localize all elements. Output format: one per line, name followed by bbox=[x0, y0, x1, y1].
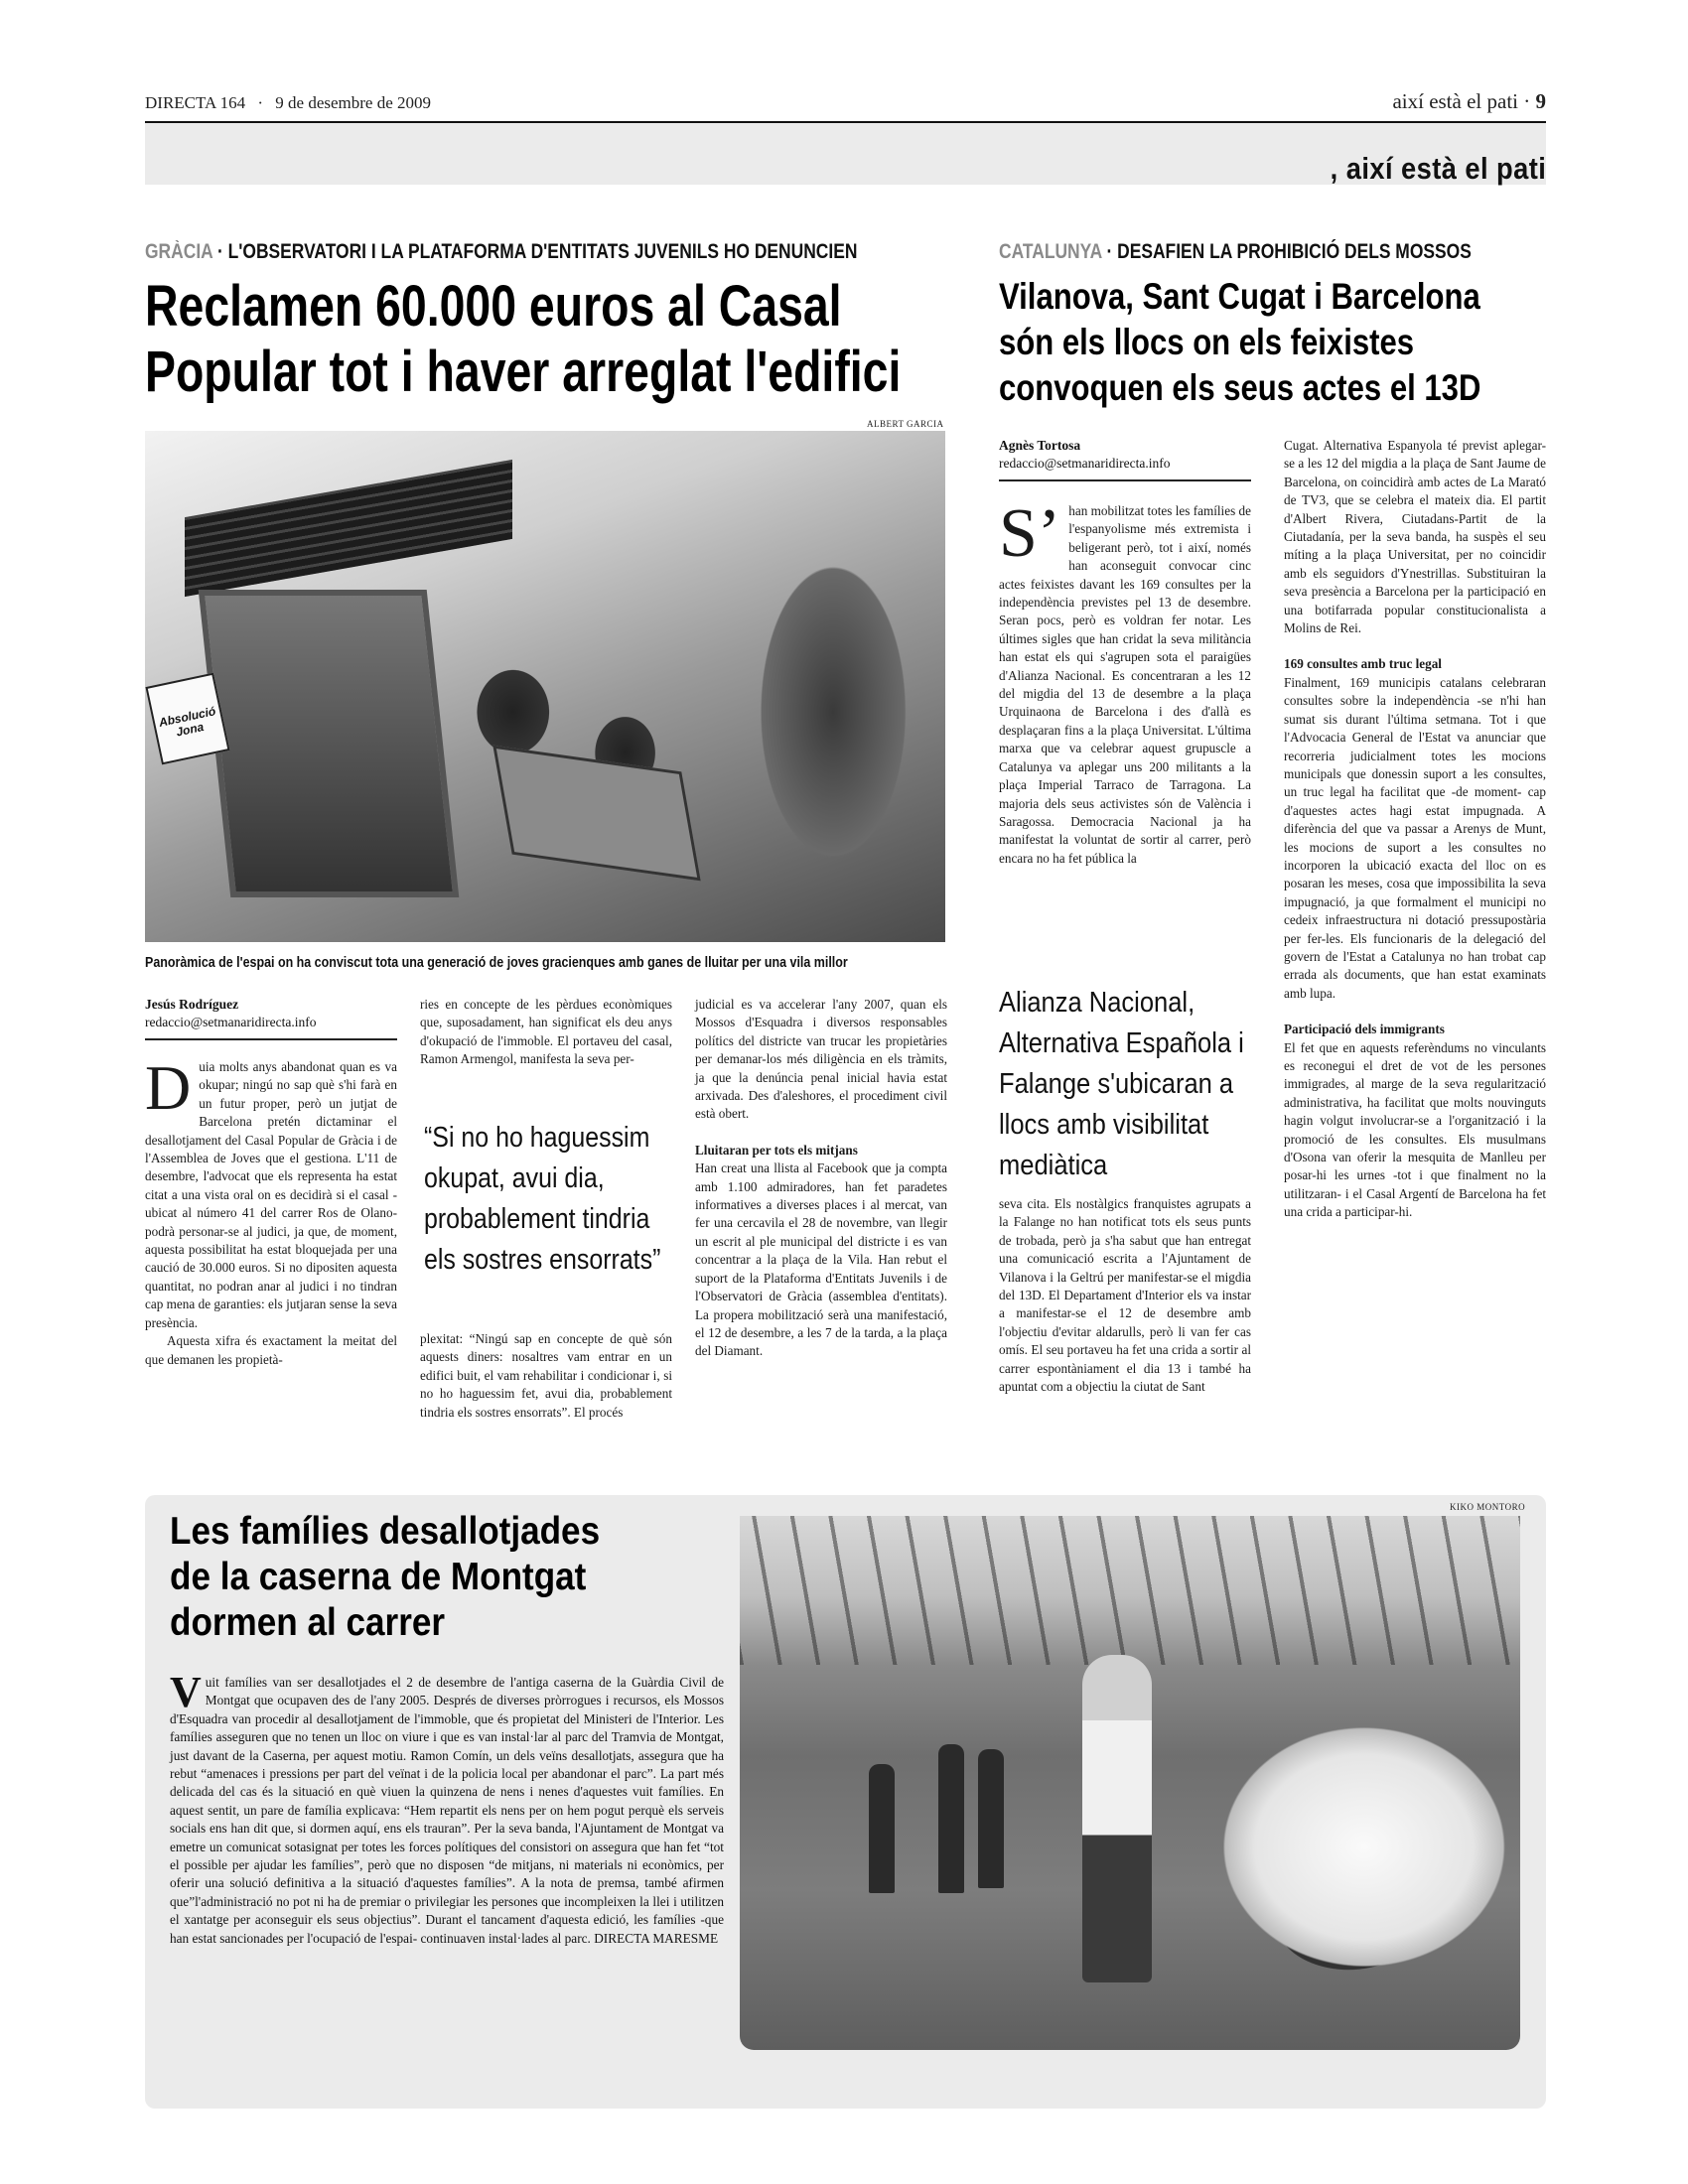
bottom-photo-credit: KIKO MONTORO bbox=[1450, 1502, 1526, 1512]
right-kicker bbox=[999, 240, 1472, 264]
photo-shutter bbox=[185, 460, 512, 597]
right-col2-subhead2: Participació dels immigrants bbox=[1284, 1022, 1445, 1037]
right-col2-subhead1: 169 consultes amb truc legal bbox=[1284, 656, 1442, 672]
left-col3-p2: Han creat una llista al Facebook que ja compta amb 1.100 admiradores, han fet paradetes informatives a diverses places i al mercat, van fer una cercavila el 28 de novembre, van llegir un escrit al ple municipal del districte i es van concentrar a la plaça de la Vila. Han rebut el suport de la Plataforma d'Entitats Juvenils i de l'Observatori de Gràcia (assemblea d'entitats). La propera mobilització serà una manifestació, el 12 de desembre, a les 7 de la tarda, a la plaça del Diamant. bbox=[695, 1160, 947, 1359]
left-byline-rule bbox=[145, 1038, 397, 1040]
running-head-left bbox=[145, 93, 431, 113]
section-band bbox=[145, 123, 1546, 185]
page-separator: · bbox=[1523, 89, 1531, 113]
left-headline-line2: Popular tot i haver arreglat l'edifici bbox=[145, 340, 902, 404]
photo-table bbox=[492, 746, 700, 882]
left-kicker bbox=[145, 240, 857, 264]
right-kicker-separator: · bbox=[1101, 240, 1118, 263]
bottom-headline bbox=[170, 1509, 600, 1646]
photo-sign: Absolució Jona bbox=[145, 673, 229, 765]
right-byline bbox=[999, 437, 1170, 473]
left-headline-line1: Reclamen 60.000 euros al Casal bbox=[145, 274, 842, 339]
right-col1-p1: han mobilitzat totes les famílies de l'espanyolisme més extremista i beligerant però, tot i així, només han aconseguit convocar cinc actes feixistes davant les 169 consultes per la independència previstes pel 13 de desembre. Seran pocs, però es voldran fer notar. Les últimes sigles que han cridat la seva militància han estat els qui s'agrupen sota el paraigües d'Alianza Nacional. Es concentraran a les 12 del migdia del 13 de desembre a la plaça Urquinaona de Barcelona i des d'allà es desplaçaran fins a la plaça Universitat. L'última marxa que va celebrar aquest grupuscle a Catalunya va aplegar uns 200 militants a la plaça Imperial Tarraco de Tarragona. La majoria dels seus activistes són de València i Saragossa. Democracia Nacional ja ha manifestat la voluntat de sortir al carrer, però encara no ha fet pública la bbox=[999, 503, 1251, 866]
right-author-email[interactable]: redaccio@setmanaridirecta.info bbox=[999, 456, 1171, 471]
left-section-tag: GRÀCIA bbox=[145, 240, 213, 263]
right-col1-p2: seva cita. Els nostàlgics franquistes agrupats a la Falange no han notificat tots els seus punts de trobada, però ja s'ha sabut que han entregat una comunicació escrita a l'Ajuntament de Vilanova i la Geltrú per manifestar-se el migdia del 13D. El Departament d'Interior els va instar a manifestar-se el 12 de desembre amb l'objectiu d'evitar aldarulls, però li van fer cas omís. El seu portaveu ha fet una crida a sortir al carrer espontàniament el dia 13 i també ha apuntat com a objectiu la ciutat de Sant bbox=[999, 1196, 1251, 1395]
montgat-tent-photo bbox=[740, 1516, 1520, 2050]
right-headline-line3: convoquen els seus actes el 13D bbox=[999, 367, 1481, 408]
photo-trees bbox=[740, 1516, 1520, 1665]
left-col1-p2: Aquesta xifra és exactament la meitat del que demanen les propietà- bbox=[145, 1333, 397, 1367]
right-col-1b bbox=[999, 1195, 1251, 1396]
photo-main-person bbox=[1082, 1655, 1152, 1982]
left-col-2b bbox=[420, 1330, 672, 1422]
bottom-body bbox=[170, 1668, 724, 1948]
running-head bbox=[145, 87, 1546, 117]
bottom-signature: DIRECTA MARESME bbox=[594, 1930, 719, 1946]
right-kicker-text: DESAFIEN LA PROHIBICIÓ DELS MOSSOS bbox=[1117, 240, 1472, 263]
right-byline-rule bbox=[999, 479, 1251, 481]
left-photo-caption: Panoràmica de l'espai on ha conviscut tota una generació de joves gracienques amb ganes de lluitar per una vila millor bbox=[145, 955, 848, 971]
left-col3-subhead: Lluitaran per tots els mitjans bbox=[695, 1142, 858, 1158]
casal-interior-photo bbox=[145, 431, 945, 942]
section-band-label: , així està el pati bbox=[1330, 151, 1546, 186]
section-name: així està el pati bbox=[1392, 89, 1518, 113]
left-headline bbox=[145, 274, 901, 405]
left-author: Jesús Rodríguez bbox=[145, 997, 239, 1012]
bottom-dropcap: V bbox=[170, 1668, 202, 1716]
photo-figure bbox=[978, 1749, 1004, 1888]
left-kicker-text: L'OBSERVATORI I LA PLATAFORMA D'ENTITATS JUVENILS HO DENUNCIEN bbox=[227, 240, 858, 263]
photo-figure bbox=[938, 1744, 964, 1893]
bottom-headline-line2: de la caserna de Montgat bbox=[170, 1556, 587, 1598]
right-col2-p2: Finalment, 169 municipis catalans celebraran consultes sobre la independència -se n'hi han sumat sis durant l'última setmana. Tot i que l'Advocacia General de l'Estat va anunciar que recorreria judicialment totes les mocions municipals que donessin suport a les consultes, un truc legal ha facilitat que -de moment- cap d'aquestes actes hagi estat impugnada. A diferència del que va passar a Arenys de Munt, les mocions de suport a les consultes no incorporen la ubicació exacta del lloc on es posaran les meses, cosa que impossibilita la seva impugnació, ja que formalment el municipi no cedeix infraestructura ni dotació pressupostària per fer-les. Els funcionaris de la delegació del govern de l'Estat a Catalunya no han trobat cap errada als documents, que han estat examinats amb lupa. bbox=[1284, 674, 1546, 1001]
right-pullquote: Alianza Nacional, Alternativa Española i Falange s'ubicaran a llocs amb visibilitat mediàtica bbox=[999, 987, 1244, 1181]
right-col2-p3: El fet que en aquests referèndums no vinculants es reconegui el dret de vot de les persones immigrades, al marge de la seva regularització administrativa, ha facilitat que molts nouvinguts hagin volgut involucrar-se a l'organització i la promoció de les consultes. Els musulmans d'Osona van oferir la mesquita de Manlleu per posar-hi les urnes -tot i que finalment no la utilitzaran- i el Casal Argentí de Barcelona ha fet una crida a participar-hi. bbox=[1284, 1039, 1546, 1220]
right-col-1 bbox=[999, 495, 1251, 868]
bottom-headline-line3: dormen al carrer bbox=[170, 1601, 446, 1644]
running-head-right bbox=[1392, 89, 1546, 114]
left-pullquote: “Si no ho haguessim okupat, avui dia, probablement tindria els sostres ensorrats” bbox=[424, 1122, 661, 1276]
right-headline bbox=[999, 274, 1480, 411]
left-col2-p2: plexitat: “Ningú sap en concepte de què són aquests diners: nosaltres vam entrar en un edifici buit, el vam rehabilitar i condicionar i, si no ho haguessim fet, avui dia, probablement tindria els sostres ensorrats”. El procés bbox=[420, 1331, 672, 1420]
left-col2-p1: ries en concepte de les pèrdues econòmiques que, suposadament, han significat els deu anys d'okupació de l'immoble. El portaveu del casal, Ramon Armengol, manifesta la seva per- bbox=[420, 997, 672, 1067]
right-author: Agnès Tortosa bbox=[999, 438, 1081, 453]
running-head-separator: · bbox=[257, 93, 264, 112]
right-headline-line1: Vilanova, Sant Cugat i Barcelona bbox=[999, 276, 1480, 317]
left-col-1 bbox=[145, 1052, 397, 1369]
left-kicker-separator: · bbox=[212, 240, 228, 263]
left-author-email[interactable]: redaccio@setmanaridirecta.info bbox=[145, 1015, 317, 1029]
publication-issue: DIRECTA 164 bbox=[145, 93, 246, 112]
photo-figure bbox=[869, 1764, 895, 1893]
left-col-3 bbox=[695, 996, 947, 1361]
right-dropcap: S’ bbox=[999, 495, 1061, 572]
left-col3-p1: judicial es va accelerar l'any 2007, quan els Mossos d'Esquadra i diversos responsables polítics del districte van trucar les propietàries per demanar-los més diligència en els tràmits, ja que la denúncia penal inicial havia estat arxivada. Des d'aleshores, el procediment civil està obert. bbox=[695, 997, 947, 1122]
photo-door bbox=[199, 590, 460, 897]
page-number: 9 bbox=[1535, 89, 1546, 113]
right-col2-p1: Cugat. Alternativa Espanyola té previst aplegar-se a les 12 del migdia a la plaça de Sant Jaume de Barcelona, on coincidirà amb actes de La Marató de TV3, que se celebra el mateix dia. El partit d'Albert Rivera, Ciutadans-Partit de la Ciutadanía, per la seva banda, ha suspès el seu míting a la plaça Universitat, per no coincidir amb els seguidors d'Ynestrillas. Substituiran la seva presència a Barcelona per la participació en una botifarrada popular constitucionalista a Molins de Rei. bbox=[1284, 438, 1546, 636]
bottom-body-text: uit famílies van ser desallotjades el 2 de desembre de l'antiga caserna de la Guàrdia Civil de Montgat que ocupaven des de l'any 2005. Després de diverses pròrrogues i recursos, els Mossos d'Esquadra van procedir al desallotjament de l'immoble, que és propietat del Ministeri de l'Interior. Les famílies asseguren que no tenen un lloc on viure i que es van instal·lar al parc del Tramvia de Montgat, just davant de la Caserna, per aquest motiu. Ramon Comín, un dels veïns desallotjats, assegura que ha rebut “amenaces i pressions per part del veïnat i de la policia local per abandonar el parc”. La part més delicada del cas és la situació en què viuen la quinzena de nens i nenes d'aquestes vuit famílies. En aquest sentit, un pare de família explicava: “Hem repartit els nens per on hem pogut perquè els serveis socials ens han dit que, si dormen aquí, ens els trauran”. Per la seva banda, l'Ajuntament de Montgat va emetre un comunicat sotasignat per totes les forces polítiques del consistori on assegura que han fet “tot el possible per ajudar les famílies”, però que no disposen “de mitjans, ni materials ni econòmics, per oferir una solució definitiva a la situació d'aquestes famílies”. A la nota de premsa, també afirmen que”l'administració no pot ni ha de premiar o privilegiar les persones que incompleixen la llei i utilitzen el xantatge per aconseguir els seus objectius”. Durant el tancament d'aquesta edició, les famílies -que han estat sancionades per l'ocupació de l'espai- continuaven instal·lades al parc. bbox=[170, 1675, 724, 1946]
right-headline-line2: són els llocs on els feixistes bbox=[999, 322, 1415, 362]
right-col-2 bbox=[1284, 437, 1546, 1222]
left-byline bbox=[145, 996, 316, 1031]
left-col-2 bbox=[420, 996, 672, 1069]
left-dropcap: D bbox=[145, 1052, 192, 1123]
right-section-tag: CATALUNYA bbox=[999, 240, 1102, 263]
bottom-headline-line1: Les famílies desallotjades bbox=[170, 1510, 601, 1553]
left-photo-credit: ALBERT GARCIA bbox=[867, 419, 944, 429]
left-col1-p1: uia molts anys abandonat quan es va okupar; ningú no sap què s'hi farà en un futur proper, però un jutjat de Barcelona pretén dictaminar el desallotjament del Casal Popular de Gràcia i de l'Assemblea de Joves que el gestiona. L'11 de desembre, l'advocat que els representa ha estat citat a una vista oral on es decidirà si el casal -ubicat al número 41 del carrer Ros de Olano- podrà personar-se al judici, ja que, de moment, aquesta possibilitat ha estat bloquejada per una caució de 30.000 euros. Si no dipositen aquesta quantitat, no podran anar al judici i no tindran cap mena de garanties: els jutjaran sense la seva presència. bbox=[145, 1059, 397, 1330]
issue-date: 9 de desembre de 2009 bbox=[275, 93, 432, 112]
